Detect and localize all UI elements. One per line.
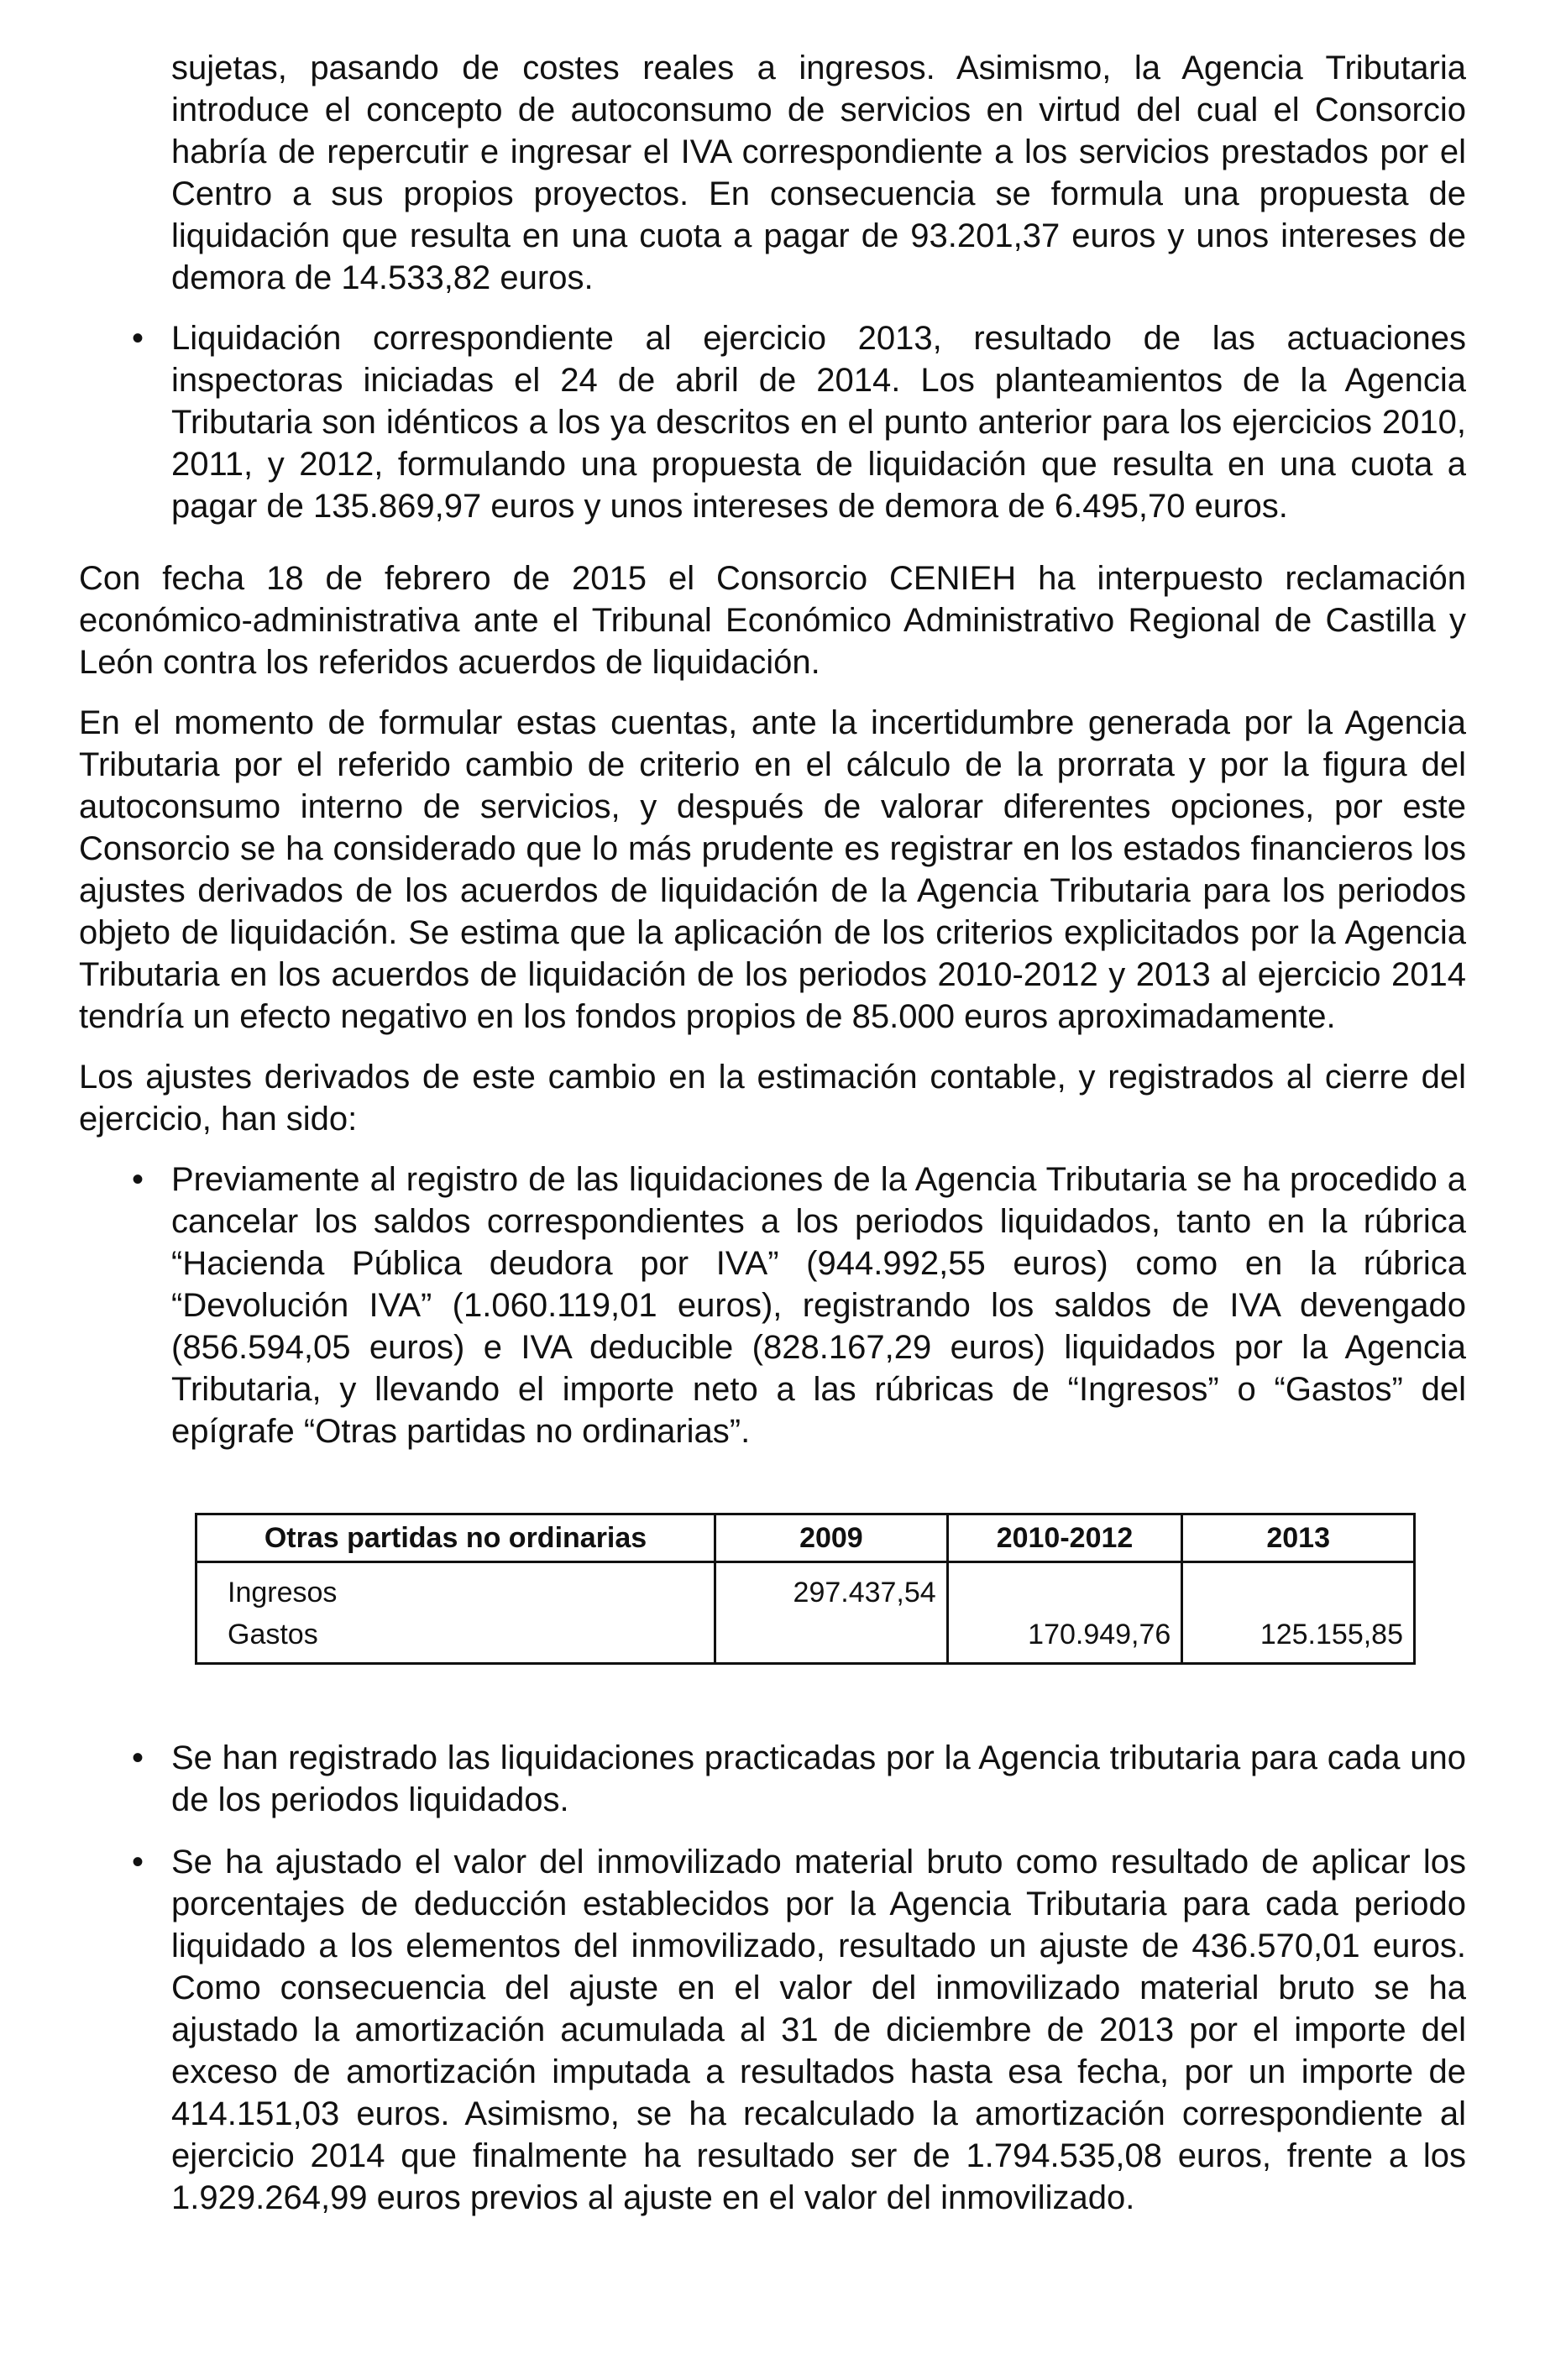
bullet-text: Previamente al registro de las liquidaciones de la Agencia Tributaria se ha procedido a cancelar los saldos correspondientes a los periodos liquidados, tanto en la rúbrica “Hacienda Pública deudora por IVA” (944.992,55 euros) como en la rúbrica “Devolución IVA” (1.060.119,01 euros), registrando los saldos de IVA devengado (856.594,05 euros) e IVA deducible (828.167,29 euros) liquidados por la Agencia Tributaria, y llevando el importe neto a las rúbricas de “Ingresos” o “Gastos” del epígrafe “Otras partidas no ordinarias”.: [171, 1161, 1466, 1450]
intro-continuation-block: [79, 47, 1466, 299]
otras-partidas-table: [195, 1513, 1416, 1665]
paragraph-reclamacion: Con fecha 18 de febrero de 2015 el Consorcio CENIEH ha interpuesto reclamación económico-administrativa ante el Tribunal Económico Administrativo Regional de Castilla y León contra los referidos acuerdos de liquidación.: [79, 560, 1466, 681]
table-cell: Gastos: [196, 1614, 715, 1664]
table-cell: 170.949,76: [947, 1614, 1182, 1664]
list-item: [79, 1737, 1466, 1821]
table-cell: 297.437,54: [715, 1562, 948, 1614]
intro-continuation-text: sujetas, pasando de costes reales a ingresos. Asimismo, la Agencia Tributaria introduce el concepto de autoconsumo de servicios en virtud del cual el Consorcio habría de repercutir e ingresar el IVA correspondiente a los servicios prestados por el Centro a sus propios proyectos. En consecuencia se formula una propuesta de liquidación que resulta en una cuota a pagar de 93.201,37 euros y unos intereses de demora de 14.533,82 euros.: [171, 50, 1466, 296]
table-header-row: [196, 1514, 1415, 1562]
paragraph-estimacion: En el momento de formular estas cuentas, ante la incertidumbre generada por la Agencia Tributaria por el referido cambio de criterio en el cálculo de la prorrata y por la figura del autoconsumo interno de servicios, y después de valorar diferentes opciones, por este Consorcio se ha considerado que lo más prudente es registrar en los estados financieros los ajustes derivados de los acuerdos de liquidación de la Agencia Tributaria para los periodos objeto de liquidación. Se estima que la aplicación de los criterios explicitados por la Agencia Tributaria en los acuerdos de liquidación de los periodos 2010-2012 y 2013 al ejercicio 2014 tendría un efecto negativo en los fondos propios de 85.000 euros aproximadamente.: [79, 704, 1466, 1035]
table-header-cell: 2010-2012: [947, 1514, 1182, 1562]
bullet-icon: •: [131, 320, 144, 357]
bullet-list-bottom: [79, 1737, 1466, 2219]
table-cell: [715, 1614, 948, 1664]
bullet-list-mid: [79, 1159, 1466, 1452]
table-cell: Ingresos: [196, 1562, 715, 1614]
table-cell: [947, 1562, 1182, 1614]
bullet-icon: •: [131, 1161, 144, 1198]
table-cell: [1182, 1562, 1415, 1614]
list-item: [79, 1159, 1466, 1452]
list-item: [79, 317, 1466, 527]
bullet-icon: •: [131, 1739, 144, 1776]
bullet-icon: •: [131, 1844, 144, 1880]
paragraph-ajustes-intro: Los ajustes derivados de este cambio en la estimación contable, y registrados al cierre del ejercicio, han sido:: [79, 1059, 1466, 1138]
table-header-cell: 2009: [715, 1514, 948, 1562]
list-item: [79, 1841, 1466, 2219]
table-row: [196, 1562, 1415, 1614]
table-row: [196, 1614, 1415, 1664]
bullet-text: Se han registrado las liquidaciones practicadas por la Agencia tributaria para cada uno de los periodos liquidados.: [171, 1739, 1466, 1818]
table-cell: 125.155,85: [1182, 1614, 1415, 1664]
bullet-list-top: [79, 317, 1466, 527]
table-header-cell: Otras partidas no ordinarias: [196, 1514, 715, 1562]
table-header-cell: 2013: [1182, 1514, 1415, 1562]
bullet-text: Liquidación correspondiente al ejercicio 2013, resultado de las actuaciones inspectoras iniciadas el 24 de abril de 2014. Los planteamientos de la Agencia Tributaria son idénticos a los ya descritos en el punto anterior para los ejercicios 2010, 2011, y 2012, formulando una propuesta de liquidación que resulta en una cuota a pagar de 135.869,97 euros y unos intereses de demora de 6.495,70 euros.: [171, 320, 1466, 525]
bullet-text: Se ha ajustado el valor del inmovilizado material bruto como resultado de aplicar los porcentajes de deducción establecidos por la Agencia Tributaria para cada periodo liquidado a los elementos del inmovilizado, resultado un ajuste de 436.570,01 euros. Como consecuencia del ajuste en el valor del inmovilizado material bruto se ha ajustado la amortización acumulada al 31 de diciembre de 2013 por el importe del exceso de amortización imputada a resultados hasta esa fecha, por un importe de 414.151,03 euros. Asimismo, se ha recalculado la amortización correspondiente al ejercicio 2014 que finalmente ha resultado ser de 1.794.535,08 euros, frente a los 1.929.264,99 euros previos al ajuste en el valor del inmovilizado.: [171, 1844, 1466, 2216]
